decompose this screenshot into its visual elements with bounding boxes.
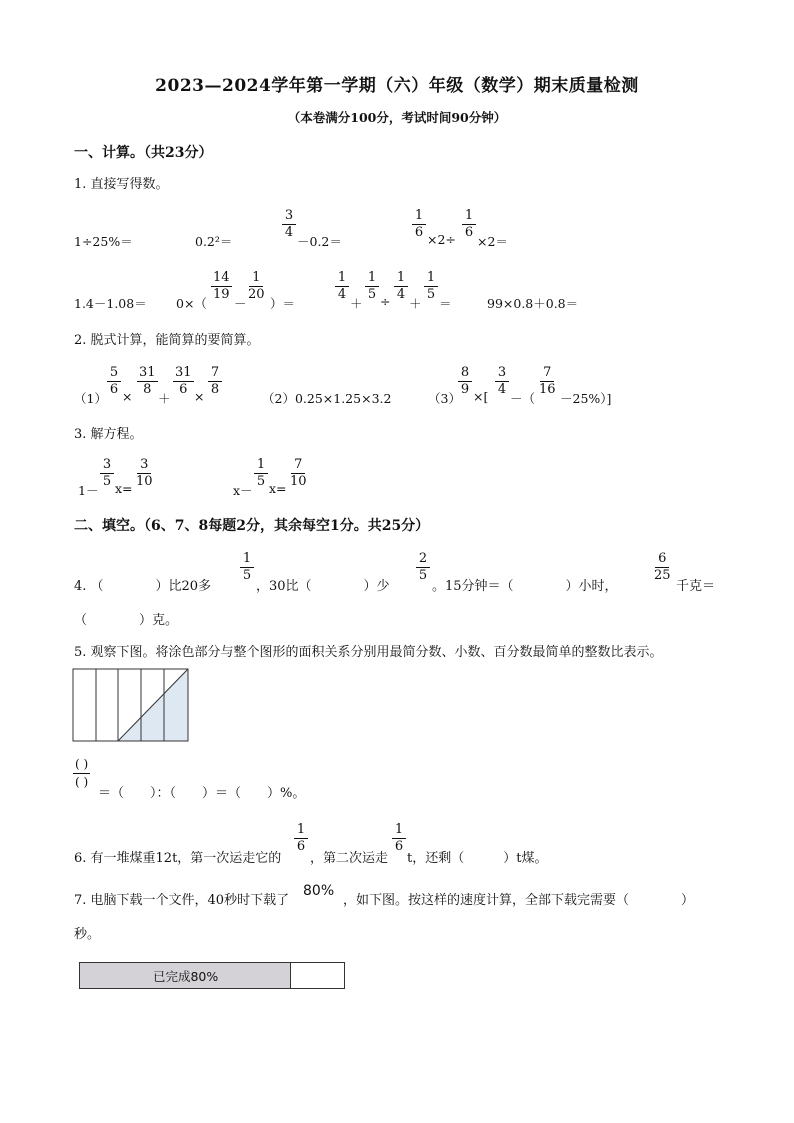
- numerator: 1: [412, 208, 426, 225]
- numerator: 7: [540, 365, 554, 382]
- q2-label: 2. 脱式计算，能简算的要简算。: [74, 333, 260, 348]
- q2-p2: （2）0.25×1.25×3.2: [262, 391, 392, 406]
- q4-f2-fraction: [416, 551, 430, 584]
- q2-p3-mid: ×[: [473, 389, 489, 404]
- q4-line2: （ ）克。: [74, 613, 179, 628]
- denominator: 5: [426, 287, 436, 302]
- denominator: 6: [179, 382, 188, 397]
- q5-shaded-figure: [72, 667, 190, 743]
- q2-p1-times1: ×: [122, 389, 133, 404]
- q1-r1-d-mid: ×2÷: [427, 232, 456, 247]
- numerator: 1: [335, 270, 349, 287]
- denominator: 10: [290, 474, 307, 489]
- q1-r1-c-tail: －0.2＝: [297, 234, 342, 249]
- denominator: 5: [256, 474, 266, 489]
- q7-part2: ，如下图。按这样的速度计算，全部下载完需要（ ）: [343, 893, 695, 908]
- numerator: 8: [458, 365, 472, 382]
- q7-percent: 80%: [303, 883, 335, 899]
- q2-p3-mid2: －（: [510, 391, 536, 406]
- q1-r2-c1-fraction: [335, 270, 349, 303]
- q6-f2-fraction: [392, 822, 406, 855]
- denominator: 6: [109, 382, 119, 397]
- denominator: 4: [497, 382, 507, 397]
- q1-r2-d: 99×0.8＋0.8＝: [487, 296, 579, 311]
- denominator: 5: [418, 568, 428, 583]
- q6-part3: t，还剩（ ）t煤。: [407, 851, 548, 866]
- q3-e2-f2-fraction: [290, 457, 307, 490]
- denominator: 19: [213, 287, 230, 302]
- q2-p1-f1-fraction: [107, 365, 121, 398]
- denominator: 4: [284, 225, 294, 240]
- download-progress-bar: [79, 962, 345, 989]
- denominator: 9: [460, 382, 470, 397]
- denominator: 5: [102, 474, 112, 489]
- numerator: 1: [392, 822, 406, 839]
- numerator: 14: [213, 270, 230, 285]
- numerator: 1: [294, 822, 308, 839]
- q2-p1-plus: ＋: [158, 391, 171, 406]
- q1-r2-c3-fraction: [394, 270, 408, 303]
- q1-r1-a: 1÷25%＝: [74, 234, 133, 249]
- exam-info: （本卷满分100分，考试时间90分钟）: [287, 110, 507, 125]
- q3-e1-mid: x=: [115, 481, 133, 496]
- q6-part2: ，第二次运走: [310, 851, 389, 866]
- q5-text: 5. 观察下图。将涂色部分与整个图形的面积关系分别用最简分数、小数、百分数最简单的整数比表示。: [74, 645, 663, 660]
- q4-f3-fraction: [654, 551, 671, 584]
- q1-r1-d2-fraction: [462, 208, 476, 241]
- numerator: 1: [394, 270, 408, 287]
- q2-p3-tail: －25%）]: [560, 391, 612, 406]
- q1-r2-a: 1.4－1.08＝: [74, 296, 147, 311]
- section-1-heading: 一、计算。（共23分）: [74, 145, 213, 161]
- denominator: 25: [654, 568, 671, 583]
- denominator: 4: [396, 287, 406, 302]
- q1-r2-c-plus1: ＋: [350, 296, 363, 311]
- numerator: 31: [139, 365, 156, 380]
- q3-e1-head: 1－: [78, 483, 99, 498]
- numerator: 1: [254, 457, 268, 474]
- q1-r2-b1-fraction: [211, 270, 232, 303]
- q1-r2-c-plus2: ＋: [409, 296, 422, 311]
- numerator: 3: [495, 365, 509, 382]
- q7-line2: 秒。: [74, 927, 101, 942]
- denominator: 4: [337, 287, 347, 302]
- denominator: 20: [248, 287, 265, 302]
- q3-e1-f1-fraction: [100, 457, 114, 490]
- q1-r2-b-minus: －: [234, 296, 247, 311]
- q3-label: 3. 解方程。: [74, 427, 143, 442]
- q1-r2-b2-fraction: [248, 270, 265, 303]
- q1-r2-c4-fraction: [424, 270, 438, 303]
- denominator: 8: [210, 382, 220, 397]
- denominator: 6: [464, 225, 474, 240]
- progress-label: 已完成80%: [152, 968, 219, 984]
- section-2-heading: 二、填空。（6、7、8每题2分，其余每空1分。共25分）: [74, 518, 430, 534]
- q2-p1-times2: ×: [194, 389, 205, 404]
- q1-r1-c-fraction: [282, 208, 296, 241]
- q3-e1-f2-fraction: [136, 457, 153, 490]
- q2-p3-f3-fraction: [539, 365, 556, 398]
- q1-r2-c-div: ÷: [380, 294, 391, 309]
- q1-r2-b-head: 0×（: [176, 296, 207, 311]
- numerator: 1: [249, 270, 263, 287]
- denominator: 10: [136, 474, 153, 489]
- numerator: 1: [424, 270, 438, 287]
- q1-r1-b: 0.2²＝: [195, 234, 233, 249]
- numerator: 1: [365, 270, 379, 287]
- denominator: 6: [414, 225, 424, 240]
- q6-part1: 6. 有一堆煤重12t，第一次运走它的: [74, 851, 282, 866]
- numerator: 6: [655, 551, 669, 568]
- q7-part1: 7. 电脑下载一个文件，40秒时下载了: [74, 893, 290, 908]
- q1-r2-c2-fraction: [365, 270, 379, 303]
- q2-p1-f3-fraction: [173, 365, 194, 398]
- q4-f1-fraction: [240, 551, 254, 584]
- denominator: 6: [394, 839, 404, 854]
- page-title: 2023—2024学年第一学期（六）年级（数学）期末质量检测: [155, 76, 639, 96]
- q2-p3-head: （3）: [428, 391, 461, 406]
- numerator: 3: [137, 457, 151, 474]
- numerator: 31: [175, 365, 192, 380]
- q2-p1-f4-fraction: [208, 365, 222, 398]
- q4-part3: 。15分钟＝（ ）小时，: [432, 579, 618, 594]
- numerator: 7: [208, 365, 222, 382]
- numerator: 2: [416, 551, 430, 568]
- q3-e2-head: x－: [233, 483, 253, 498]
- q4-part1: 4. （ ）比20多: [74, 579, 212, 594]
- q5-answer-tail: ＝（ ）：（ ）＝（ ）%。: [98, 786, 306, 801]
- denominator: 8: [143, 382, 152, 397]
- numerator: 3: [100, 457, 114, 474]
- denominator: 5: [242, 568, 252, 583]
- q4-part4: 千克＝: [676, 579, 716, 594]
- q4-part2: ，30比（ ）少: [256, 579, 390, 594]
- q2-p1-f2-fraction: [137, 365, 158, 398]
- numerator: 3: [282, 208, 296, 225]
- numerator-blank: ( ): [73, 756, 90, 774]
- numerator: 7: [291, 457, 305, 474]
- denominator: 16: [539, 382, 556, 397]
- q2-p1-head: （1）: [74, 391, 107, 406]
- q1-label: 1. 直接写得数。: [74, 177, 169, 192]
- q3-e2-f1-fraction: [254, 457, 268, 490]
- q5-blank-fraction: [73, 756, 90, 791]
- denominator: 6: [296, 839, 306, 854]
- denominator: 5: [367, 287, 377, 302]
- q1-r1-d-tail: ×2＝: [477, 234, 508, 249]
- numerator: 1: [462, 208, 476, 225]
- q2-p3-f1-fraction: [458, 365, 472, 398]
- q3-e2-mid: x=: [269, 481, 287, 496]
- q1-r1-d1-fraction: [412, 208, 426, 241]
- q1-r2-b-tail: ）＝: [270, 296, 296, 311]
- numerator: 1: [240, 551, 254, 568]
- q2-p3-f2-fraction: [495, 365, 509, 398]
- q1-r2-c-tail: ＝: [439, 296, 452, 311]
- denominator-blank: ( ): [75, 775, 89, 789]
- q6-f1-fraction: [294, 822, 308, 855]
- numerator: 5: [107, 365, 121, 382]
